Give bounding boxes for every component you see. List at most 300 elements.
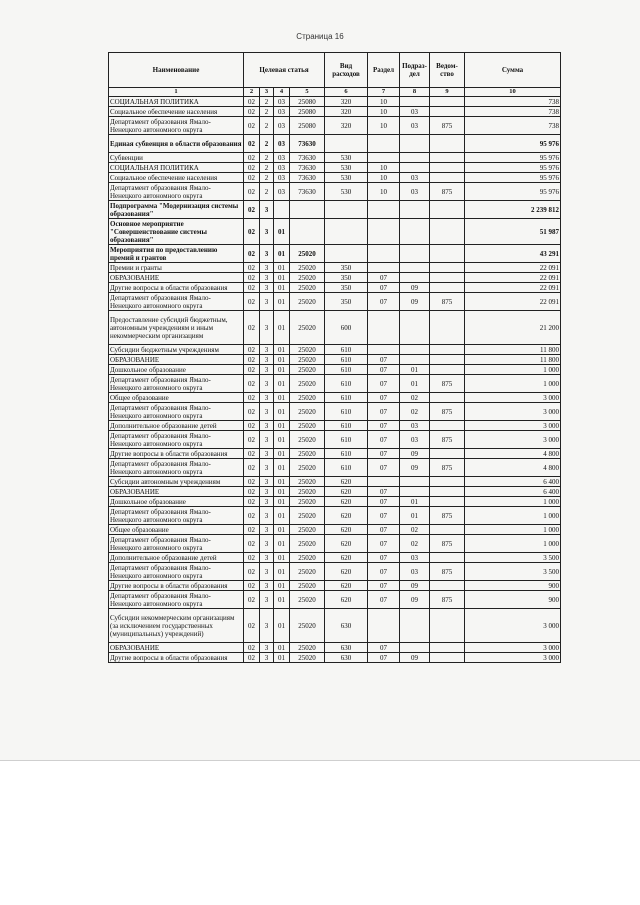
- sum-cell: 900: [465, 581, 561, 591]
- department-cell: [430, 273, 465, 283]
- section-cell: 07: [368, 283, 400, 293]
- target-measure-cell: 01: [274, 365, 290, 375]
- row-name-cell: ОБРАЗОВАНИЕ: [109, 355, 244, 365]
- target-program-cell: 02: [244, 421, 260, 431]
- target-subprogram-cell: 3: [260, 311, 274, 345]
- target-subprogram-cell: 3: [260, 431, 274, 449]
- section-cell: 07: [368, 431, 400, 449]
- section-cell: [368, 311, 400, 345]
- target-subprogram-cell: 3: [260, 201, 274, 219]
- column-number: 2: [244, 88, 260, 97]
- row-name-cell: Основное мероприятие "Совершенствование системы образования": [109, 219, 244, 245]
- target-subprogram-cell: 3: [260, 355, 274, 365]
- target-subprogram-cell: 3: [260, 507, 274, 525]
- target-direction-cell: 25020: [290, 563, 325, 581]
- target-direction-cell: 25020: [290, 365, 325, 375]
- target-direction-cell: 25020: [290, 431, 325, 449]
- table-row: [109, 643, 561, 653]
- target-measure-cell: [274, 201, 290, 219]
- sum-cell: 22 091: [465, 293, 561, 311]
- sum-cell: 43 291: [465, 245, 561, 263]
- sum-cell: 1 000: [465, 365, 561, 375]
- expense-type-cell: 610: [325, 393, 368, 403]
- target-program-cell: 02: [244, 393, 260, 403]
- target-measure-cell: 01: [274, 643, 290, 653]
- row-name-cell: Социальное обеспечение населения: [109, 107, 244, 117]
- target-program-cell: 02: [244, 497, 260, 507]
- target-measure-cell: 01: [274, 431, 290, 449]
- row-name-cell: Единая субвенция в области образования: [109, 135, 244, 153]
- target-subprogram-cell: 3: [260, 477, 274, 487]
- expense-type-cell: 320: [325, 97, 368, 107]
- target-measure-cell: 01: [274, 263, 290, 273]
- target-subprogram-cell: 3: [260, 365, 274, 375]
- section-cell: 07: [368, 459, 400, 477]
- target-subprogram-cell: 3: [260, 609, 274, 643]
- target-program-cell: 02: [244, 553, 260, 563]
- row-name-cell: Общее образование: [109, 525, 244, 535]
- target-subprogram-cell: 3: [260, 273, 274, 283]
- target-subprogram-cell: 2: [260, 117, 274, 135]
- section-cell: 07: [368, 487, 400, 497]
- page-label: Страница 16: [296, 32, 344, 41]
- department-cell: 875: [430, 459, 465, 477]
- table-row: [109, 311, 561, 345]
- subsection-cell: 03: [400, 173, 430, 183]
- row-name-cell: Субсидии автономным учреждениям: [109, 477, 244, 487]
- target-direction-cell: 25020: [290, 393, 325, 403]
- sum-cell: 6 400: [465, 487, 561, 497]
- table-row: [109, 163, 561, 173]
- expense-type-cell: [325, 245, 368, 263]
- target-measure-cell: 01: [274, 487, 290, 497]
- department-cell: 875: [430, 375, 465, 393]
- table-row: [109, 591, 561, 609]
- target-direction-cell: 73630: [290, 153, 325, 163]
- section-cell: 07: [368, 525, 400, 535]
- subsection-cell: [400, 355, 430, 365]
- subsection-cell: 03: [400, 107, 430, 117]
- target-program-cell: 02: [244, 117, 260, 135]
- target-direction-cell: 25020: [290, 535, 325, 553]
- sum-cell: 4 800: [465, 449, 561, 459]
- target-program-cell: 02: [244, 591, 260, 609]
- table-row: [109, 535, 561, 553]
- sum-cell: 11 800: [465, 355, 561, 365]
- subsection-cell: 01: [400, 497, 430, 507]
- header-expense-type: Вид расходов: [325, 53, 368, 88]
- row-name-cell: Департамент образования Ямало-Ненецкого автономного округа: [109, 459, 244, 477]
- section-cell: 07: [368, 355, 400, 365]
- row-name-cell: Департамент образования Ямало-Ненецкого автономного округа: [109, 293, 244, 311]
- expense-type-cell: 620: [325, 477, 368, 487]
- department-cell: 875: [430, 293, 465, 311]
- section-cell: 10: [368, 183, 400, 201]
- target-measure-cell: 01: [274, 393, 290, 403]
- target-program-cell: 02: [244, 609, 260, 643]
- target-subprogram-cell: 3: [260, 525, 274, 535]
- subsection-cell: 09: [400, 283, 430, 293]
- target-subprogram-cell: 3: [260, 643, 274, 653]
- subsection-cell: 02: [400, 393, 430, 403]
- subsection-cell: [400, 487, 430, 497]
- expense-type-cell: [325, 135, 368, 153]
- column-number: 9: [430, 88, 465, 97]
- target-measure-cell: 03: [274, 97, 290, 107]
- expense-type-cell: 620: [325, 525, 368, 535]
- target-subprogram-cell: 3: [260, 591, 274, 609]
- section-cell: [368, 153, 400, 163]
- expense-type-cell: 610: [325, 421, 368, 431]
- sum-cell: 1 000: [465, 535, 561, 553]
- target-direction-cell: 25020: [290, 283, 325, 293]
- header-sum: Сумма: [465, 53, 561, 88]
- target-program-cell: 02: [244, 173, 260, 183]
- department-cell: [430, 245, 465, 263]
- row-name-cell: СОЦИАЛЬНАЯ ПОЛИТИКА: [109, 97, 244, 107]
- department-cell: [430, 581, 465, 591]
- sum-cell: 3 000: [465, 431, 561, 449]
- subsection-cell: 09: [400, 293, 430, 311]
- section-cell: 07: [368, 581, 400, 591]
- target-subprogram-cell: 3: [260, 219, 274, 245]
- target-direction-cell: 25020: [290, 375, 325, 393]
- section-cell: 07: [368, 449, 400, 459]
- section-cell: 07: [368, 421, 400, 431]
- sum-cell: 95 976: [465, 173, 561, 183]
- expense-type-cell: 610: [325, 449, 368, 459]
- table-row: [109, 609, 561, 643]
- expense-type-cell: 620: [325, 487, 368, 497]
- row-name-cell: Дополнительное образование детей: [109, 421, 244, 431]
- expense-type-cell: 610: [325, 459, 368, 477]
- sum-cell: 3 000: [465, 643, 561, 653]
- target-program-cell: 02: [244, 403, 260, 421]
- target-subprogram-cell: 3: [260, 375, 274, 393]
- target-subprogram-cell: 3: [260, 487, 274, 497]
- column-number: 10: [465, 88, 561, 97]
- sum-cell: 3 000: [465, 609, 561, 643]
- subsection-cell: 01: [400, 507, 430, 525]
- column-number: 4: [274, 88, 290, 97]
- expense-type-cell: 620: [325, 535, 368, 553]
- target-measure-cell: 01: [274, 403, 290, 421]
- department-cell: [430, 311, 465, 345]
- row-name-cell: ОБРАЗОВАНИЕ: [109, 643, 244, 653]
- expense-type-cell: 620: [325, 507, 368, 525]
- expense-type-cell: 610: [325, 375, 368, 393]
- department-cell: [430, 487, 465, 497]
- target-measure-cell: 01: [274, 283, 290, 293]
- section-cell: 07: [368, 293, 400, 311]
- department-cell: [430, 97, 465, 107]
- column-number-row: [109, 88, 561, 97]
- table-row: [109, 477, 561, 487]
- department-cell: 875: [430, 563, 465, 581]
- target-program-cell: 02: [244, 375, 260, 393]
- department-cell: 875: [430, 535, 465, 553]
- sum-cell: 95 976: [465, 135, 561, 153]
- row-name-cell: Субсидии некоммерческим организациям (за исключением государственных (муниципальных) учреждений): [109, 609, 244, 643]
- sum-cell: 738: [465, 107, 561, 117]
- target-direction-cell: 73630: [290, 135, 325, 153]
- section-cell: 07: [368, 643, 400, 653]
- target-measure-cell: 01: [274, 219, 290, 245]
- target-program-cell: 02: [244, 535, 260, 553]
- row-name-cell: ОБРАЗОВАНИЕ: [109, 273, 244, 283]
- section-cell: [368, 135, 400, 153]
- section-cell: 07: [368, 393, 400, 403]
- row-name-cell: Премии и гранты: [109, 263, 244, 273]
- target-measure-cell: 03: [274, 173, 290, 183]
- expense-type-cell: 320: [325, 117, 368, 135]
- table-header-row: [109, 53, 561, 88]
- column-number: 8: [400, 88, 430, 97]
- table-row: [109, 135, 561, 153]
- target-direction-cell: 25020: [290, 421, 325, 431]
- target-program-cell: 02: [244, 183, 260, 201]
- expense-type-cell: [325, 219, 368, 245]
- row-name-cell: Департамент образования Ямало-Ненецкого автономного округа: [109, 507, 244, 525]
- target-subprogram-cell: 3: [260, 653, 274, 663]
- row-name-cell: Дошкольное образование: [109, 365, 244, 375]
- section-cell: 07: [368, 553, 400, 563]
- subsection-cell: [400, 219, 430, 245]
- target-direction-cell: 25020: [290, 553, 325, 563]
- table-row: [109, 117, 561, 135]
- target-program-cell: 02: [244, 311, 260, 345]
- target-direction-cell: 25020: [290, 293, 325, 311]
- subsection-cell: [400, 477, 430, 487]
- row-name-cell: СОЦИАЛЬНАЯ ПОЛИТИКА: [109, 163, 244, 173]
- section-cell: 07: [368, 375, 400, 393]
- department-cell: [430, 421, 465, 431]
- target-subprogram-cell: 3: [260, 245, 274, 263]
- table-row: [109, 97, 561, 107]
- section-cell: 10: [368, 97, 400, 107]
- target-program-cell: 02: [244, 135, 260, 153]
- expense-type-cell: 350: [325, 273, 368, 283]
- table-body: [109, 97, 561, 663]
- section-cell: 07: [368, 497, 400, 507]
- row-name-cell: Социальное обеспечение населения: [109, 173, 244, 183]
- target-program-cell: 02: [244, 273, 260, 283]
- table-row: [109, 421, 561, 431]
- target-subprogram-cell: 3: [260, 459, 274, 477]
- target-measure-cell: 01: [274, 497, 290, 507]
- target-measure-cell: 01: [274, 311, 290, 345]
- department-cell: [430, 219, 465, 245]
- subsection-cell: [400, 609, 430, 643]
- table-row: [109, 449, 561, 459]
- target-subprogram-cell: 3: [260, 563, 274, 581]
- target-direction-cell: 25020: [290, 311, 325, 345]
- section-cell: 07: [368, 507, 400, 525]
- section-cell: 07: [368, 653, 400, 663]
- row-name-cell: Департамент образования Ямало-Ненецкого автономного округа: [109, 117, 244, 135]
- department-cell: 875: [430, 591, 465, 609]
- target-measure-cell: 01: [274, 345, 290, 355]
- expense-type-cell: 610: [325, 355, 368, 365]
- subsection-cell: [400, 163, 430, 173]
- target-measure-cell: 01: [274, 477, 290, 487]
- department-cell: [430, 477, 465, 487]
- subsection-cell: 01: [400, 365, 430, 375]
- target-direction-cell: 25020: [290, 525, 325, 535]
- target-direction-cell: 25020: [290, 355, 325, 365]
- section-cell: 07: [368, 365, 400, 375]
- department-cell: [430, 263, 465, 273]
- sum-cell: 95 976: [465, 153, 561, 163]
- expense-type-cell: 620: [325, 497, 368, 507]
- subsection-cell: [400, 273, 430, 283]
- expense-type-cell: 530: [325, 173, 368, 183]
- row-name-cell: Мероприятия по предоставлению премий и грантов: [109, 245, 244, 263]
- table-row: [109, 525, 561, 535]
- table-row: [109, 283, 561, 293]
- target-measure-cell: 03: [274, 135, 290, 153]
- row-name-cell: Субвенции: [109, 153, 244, 163]
- table-row: [109, 487, 561, 497]
- target-direction-cell: 25020: [290, 507, 325, 525]
- sum-cell: 51 987: [465, 219, 561, 245]
- subsection-cell: 03: [400, 421, 430, 431]
- table-row: [109, 293, 561, 311]
- target-program-cell: 02: [244, 563, 260, 581]
- table-row: [109, 345, 561, 355]
- department-cell: [430, 135, 465, 153]
- target-program-cell: 02: [244, 355, 260, 365]
- target-subprogram-cell: 2: [260, 107, 274, 117]
- target-measure-cell: 01: [274, 293, 290, 311]
- section-cell: 10: [368, 173, 400, 183]
- target-measure-cell: 01: [274, 355, 290, 365]
- table-row: [109, 375, 561, 393]
- sum-cell: 1 000: [465, 507, 561, 525]
- table-row: [109, 273, 561, 283]
- table-row: [109, 183, 561, 201]
- column-number: 6: [325, 88, 368, 97]
- subsection-cell: [400, 135, 430, 153]
- column-number: 3: [260, 88, 274, 97]
- target-direction-cell: 25020: [290, 273, 325, 283]
- department-cell: 875: [430, 183, 465, 201]
- table-row: [109, 497, 561, 507]
- subsection-cell: 03: [400, 183, 430, 201]
- expense-type-cell: 530: [325, 153, 368, 163]
- expense-type-cell: 350: [325, 293, 368, 311]
- subsection-cell: [400, 643, 430, 653]
- sum-cell: 1 000: [465, 375, 561, 393]
- department-cell: 875: [430, 507, 465, 525]
- department-cell: [430, 497, 465, 507]
- target-direction-cell: 25080: [290, 117, 325, 135]
- subsection-cell: 02: [400, 535, 430, 553]
- expense-type-cell: 620: [325, 581, 368, 591]
- expense-type-cell: 620: [325, 591, 368, 609]
- subsection-cell: [400, 97, 430, 107]
- expense-type-cell: [325, 201, 368, 219]
- target-program-cell: 02: [244, 643, 260, 653]
- row-name-cell: Другие вопросы в области образования: [109, 449, 244, 459]
- sum-cell: 2 239 812: [465, 201, 561, 219]
- sum-cell: 22 091: [465, 273, 561, 283]
- section-cell: 10: [368, 163, 400, 173]
- sum-cell: 900: [465, 591, 561, 609]
- target-direction-cell: 25020: [290, 263, 325, 273]
- target-subprogram-cell: 3: [260, 553, 274, 563]
- target-subprogram-cell: 3: [260, 497, 274, 507]
- section-cell: 10: [368, 107, 400, 117]
- target-direction-cell: 25080: [290, 97, 325, 107]
- target-program-cell: 02: [244, 431, 260, 449]
- department-cell: [430, 643, 465, 653]
- subsection-cell: [400, 345, 430, 355]
- subsection-cell: [400, 263, 430, 273]
- target-subprogram-cell: 3: [260, 403, 274, 421]
- section-cell: 07: [368, 591, 400, 609]
- department-cell: [430, 609, 465, 643]
- subsection-cell: 03: [400, 553, 430, 563]
- sum-cell: 3 000: [465, 421, 561, 431]
- sum-cell: 4 800: [465, 459, 561, 477]
- target-measure-cell: 01: [274, 553, 290, 563]
- department-cell: [430, 345, 465, 355]
- target-measure-cell: 01: [274, 581, 290, 591]
- section-cell: [368, 609, 400, 643]
- expense-type-cell: 610: [325, 403, 368, 421]
- subsection-cell: 09: [400, 653, 430, 663]
- header-subsection: Подраз-дел: [400, 53, 430, 88]
- row-name-cell: Департамент образования Ямало-Ненецкого автономного округа: [109, 535, 244, 553]
- sum-cell: 6 400: [465, 477, 561, 487]
- department-cell: 875: [430, 117, 465, 135]
- target-direction-cell: 25020: [290, 643, 325, 653]
- table-row: [109, 653, 561, 663]
- target-program-cell: 02: [244, 293, 260, 311]
- target-measure-cell: 01: [274, 421, 290, 431]
- expense-type-cell: 610: [325, 365, 368, 375]
- target-program-cell: 02: [244, 487, 260, 497]
- header-section: Раздел: [368, 53, 400, 88]
- table-row: [109, 403, 561, 421]
- header-department: Ведом-ство: [430, 53, 465, 88]
- target-measure-cell: 01: [274, 245, 290, 263]
- expense-type-cell: 530: [325, 163, 368, 173]
- subsection-cell: [400, 153, 430, 163]
- expense-type-cell: 630: [325, 609, 368, 643]
- target-measure-cell: 01: [274, 273, 290, 283]
- table-row: [109, 263, 561, 273]
- target-direction-cell: 25020: [290, 459, 325, 477]
- department-cell: [430, 153, 465, 163]
- target-program-cell: 02: [244, 459, 260, 477]
- row-name-cell: Дополнительное образование детей: [109, 553, 244, 563]
- department-cell: [430, 355, 465, 365]
- target-measure-cell: 03: [274, 163, 290, 173]
- target-program-cell: 02: [244, 163, 260, 173]
- target-program-cell: 02: [244, 525, 260, 535]
- target-direction-cell: 25020: [290, 591, 325, 609]
- target-measure-cell: 01: [274, 449, 290, 459]
- target-measure-cell: 03: [274, 117, 290, 135]
- expense-type-cell: 610: [325, 345, 368, 355]
- target-program-cell: 02: [244, 581, 260, 591]
- sum-cell: 3 000: [465, 393, 561, 403]
- row-name-cell: Подпрограмма "Модернизация системы образования": [109, 201, 244, 219]
- expense-type-cell: 530: [325, 183, 368, 201]
- department-cell: [430, 201, 465, 219]
